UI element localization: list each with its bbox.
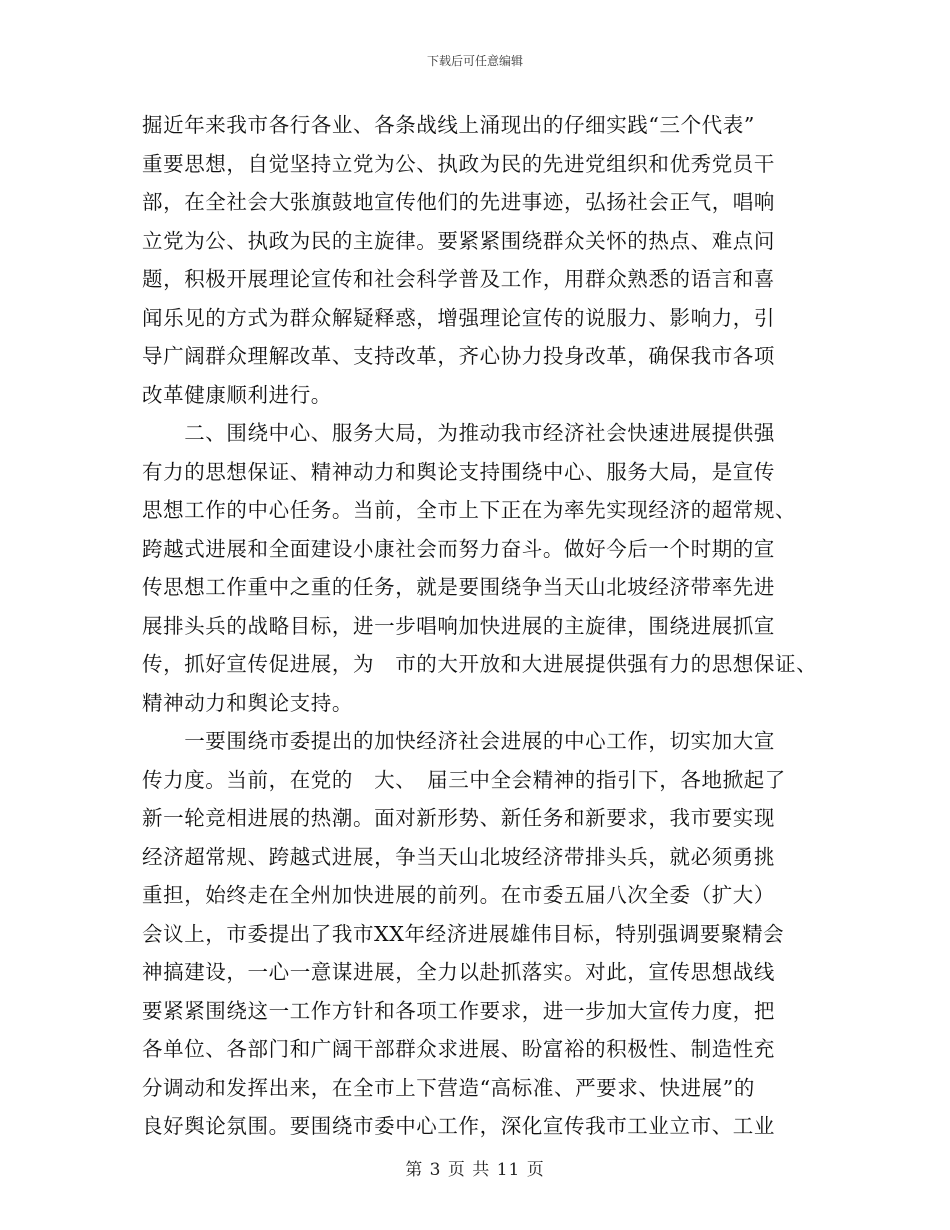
text-line: 二、围绕中心、服务大局，为推动我市经济社会快速进展提供强 [142, 421, 775, 445]
text-line: 重担，始终走在全州加快进展的前列。在市委五届八次全委（扩大） [142, 883, 775, 907]
text-line: 掘近年来我市各行各业、各条战线上涌现出的仔细实践“三个代表” [142, 113, 755, 137]
text-line: 导广阔群众理解改革、支持改革，齐心协力投身改革，确保我市各项 [142, 344, 775, 368]
text-line: 要紧紧围绕这一工作方针和各项工作要求，进一步加大宣传力度，把 [142, 998, 775, 1023]
page-header: 下载后可任意编辑 [426, 54, 523, 68]
text-line: 跨越式进展和全面建设小康社会而努力奋斗。做好今后一个时期的宣 [142, 536, 775, 561]
text-line: 一要围绕市委提出的加快经济社会进展的中心工作，切实加大宣 [142, 729, 775, 753]
text-line: 有力的思想保证、精神动力和舆论支持围绕中心、服务大局，是宣传 [142, 459, 775, 484]
text-line: 精神动力和舆论支持。 [142, 690, 353, 715]
body-text [142, 106, 822, 1146]
text-line: 立党为公、执政为民的主旋律。要紧紧围绕群众关怀的热点、难点问 [142, 228, 775, 253]
text-line: 经济超常规、跨越式进展，争当天山北坡经济带排头兵，就必须勇挑 [142, 844, 775, 869]
text-line: 改革健康顺利进行。 [142, 382, 332, 407]
text-line: 各单位、各部门和广阔干部群众求进展、盼富裕的积极性、制造性充 [142, 1037, 775, 1061]
text-line: 思想工作的中心任务。当前，全市上下正在为率先实现经济的超常规、 [142, 498, 797, 522]
text-line: 会议上，市委提出了我市XX年经济进展雄伟目标，特别强调要聚精会 [142, 921, 785, 946]
text-line: 展排头兵的战略目标，进一步唱响加快进展的主旋律，围绕进展抓宣 [142, 613, 775, 638]
text-line: 传，抓好宣传促进展，为 市的大开放和大进展提供强有力的思想保证、 [142, 652, 818, 676]
text-line: 新一轮竞相进展的热潮。面对新形势、新任务和新要求，我市要实现 [142, 806, 775, 830]
text-line: 传力度。当前，在党的 大、 届三中全会精神的指引下，各地掀起了 [142, 767, 786, 792]
text-line: 神搞建设，一心一意谋进展，全力以赴抓落实。对此，宣传思想战线 [142, 960, 775, 984]
text-line: 良好舆论氛围。要围绕市委中心工作，深化宣传我市工业立市、工业 [142, 1114, 775, 1138]
text-line: 部，在全社会大张旗鼓地宣传他们的先进事迹，弘扬社会正气，唱响 [142, 190, 775, 214]
page-footer: 第 3 页 共 11 页 [405, 1160, 545, 1180]
text-line: 重要思想，自觉坚持立党为公、执政为民的先进党组织和优秀党员干 [142, 151, 775, 176]
text-line: 题，积极开展理论宣传和社会科学普及工作，用群众熟悉的语言和喜 [142, 267, 775, 291]
text-line: 分调动和发挥出来，在全市上下营造“高标准、严要求、快进展”的 [142, 1075, 755, 1100]
text-line: 传思想工作重中之重的任务，就是要围绕争当天山北坡经济带率先进 [142, 575, 775, 599]
text-line: 闻乐见的方式为群众解疑释惑，增强理论宣传的说服力、影响力，引 [142, 305, 775, 330]
